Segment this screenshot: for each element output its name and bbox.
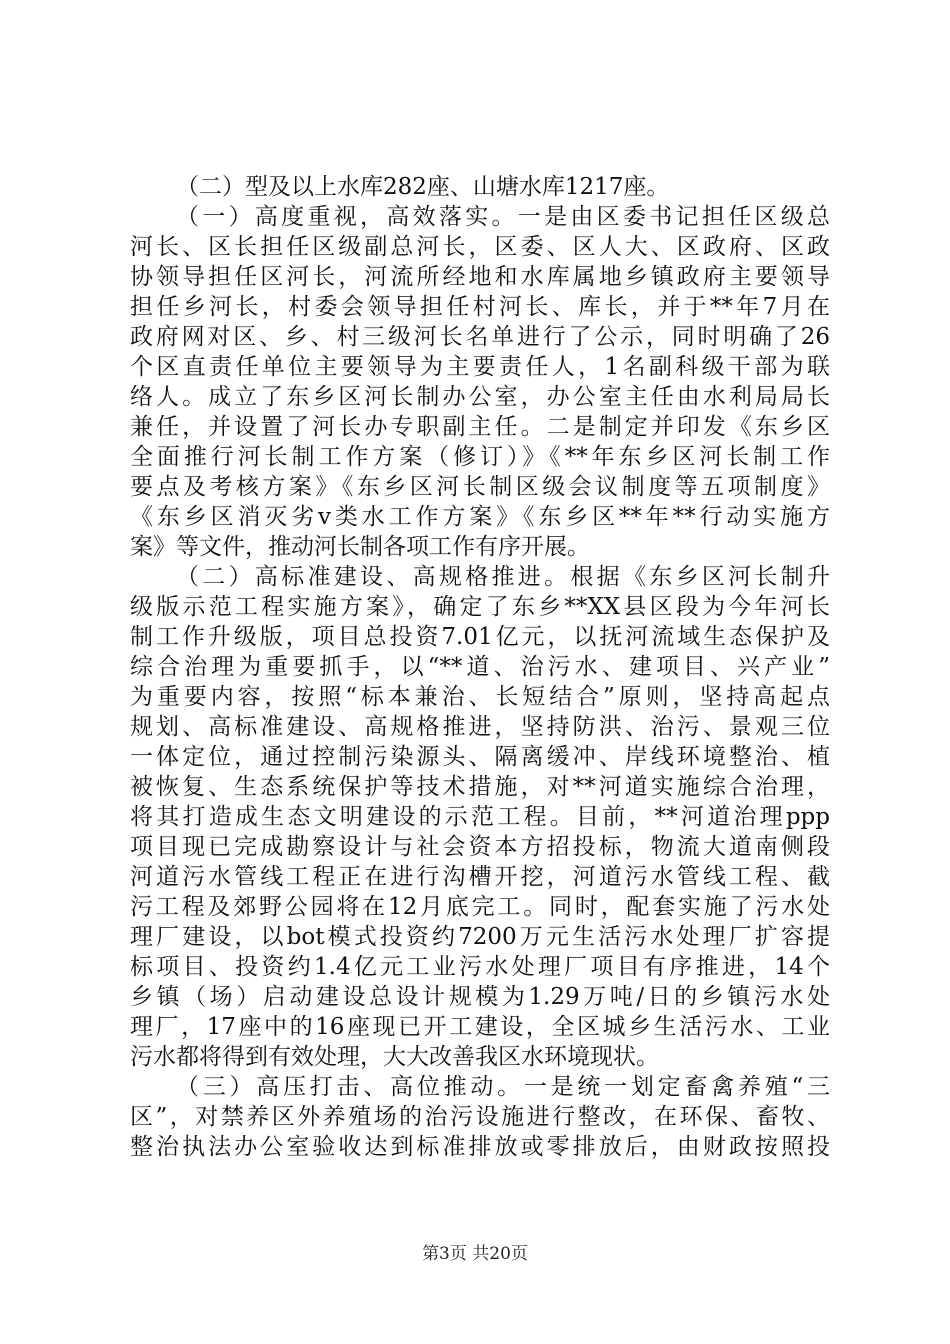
paragraph-line: 兼任，并设置了河长办专职副主任。二是制定并印发《东乡区 — [130, 414, 830, 440]
paragraph-line: 协领导担任区河长，河流所经地和水库属地乡镇政府主要领导 — [130, 264, 830, 290]
paragraph-line: 被恢复、生态系统保护等技术措施，对**河道实施综合治理， — [130, 774, 830, 800]
paragraph-line: （一）高度重视，高效落实。一是由区委书记担任区级总 — [176, 204, 830, 230]
paragraph-line: 乡镇（场）启动建设总设计规模为1.29万吨/日的乡镇污水处 — [130, 984, 830, 1010]
paragraph-line: 整治执法办公室验收达到标准排放或零排放后，由财政按照投 — [130, 1134, 830, 1160]
paragraph-line: 理厂，17座中的16座现已开工建设，全区城乡生活污水、工业 — [130, 1014, 830, 1040]
paragraph-line: （二）型及以上水库282座、山塘水库1217座。 — [176, 174, 670, 200]
paragraph-line: 要点及考核方案》《东乡区河长制区级会议制度等五项制度》 — [130, 474, 830, 500]
paragraph-line: 河道污水管线工程正在进行沟槽开挖，河道污水管线工程、截 — [130, 864, 830, 890]
paragraph-line: 区”，对禁养区外养殖场的治污设施进行整改，在环保、畜牧、 — [130, 1104, 830, 1130]
paragraph-line: 级版示范工程实施方案》，确定了东乡**XX县区段为今年河长 — [130, 594, 830, 620]
paragraph-line: 标项目、投资约1.4亿元工业污水处理厂项目有序推进，14个 — [130, 954, 830, 980]
paragraph-line: 为重要内容，按照“标本兼治、长短结合”原则，坚持高起点 — [130, 684, 830, 710]
paragraph-line: 项目现已完成勘察设计与社会资本方招投标，物流大道南侧段 — [130, 834, 830, 860]
paragraph-line: （二）高标准建设、高规格推进。根据《东乡区河长制升 — [176, 564, 830, 590]
paragraph-line: 制工作升级版，项目总投资7.01亿元，以抚河流域生态保护及 — [130, 624, 830, 650]
body-text — [130, 172, 830, 1162]
paragraph-line: 综合治理为重要抓手，以“**道、治污水、建项目、兴产业” — [130, 654, 830, 680]
paragraph-line: 担任乡河长，村委会领导担任村河长、库长，并于**年7月在 — [130, 294, 830, 320]
page-footer: 第3页 共20页 — [422, 1244, 528, 1264]
paragraph-line: 一体定位，通过控制污染源头、隔离缓冲、岸线环境整治、植 — [130, 744, 830, 770]
paragraph-line: 《东乡区消灭劣v类水工作方案》《东乡区**年**行动实施方 — [130, 504, 830, 530]
paragraph-line: 个区直责任单位主要领导为主要责任人，1名副科级干部为联 — [130, 354, 830, 380]
paragraph-line: 全面推行河长制工作方案（修订）》《**年东乡区河长制工作 — [130, 444, 830, 470]
paragraph-line: 将其打造成生态文明建设的示范工程。目前，**河道治理ppp — [130, 804, 830, 830]
paragraph-line: 络人。成立了东乡区河长制办公室，办公室主任由水利局局长 — [130, 384, 830, 410]
paragraph-line: 案》等文件，推动河长制各项工作有序开展。 — [130, 534, 590, 560]
paragraph-line: 河长、区长担任区级副总河长，区委、区人大、区政府、区政 — [130, 234, 830, 260]
paragraph-line: 污工程及郊野公园将在12月底完工。同时，配套实施了污水处 — [130, 894, 830, 920]
paragraph-line: 政府网对区、乡、村三级河长名单进行了公示，同时明确了26 — [130, 324, 830, 350]
paragraph-line: 理厂建设，以bot模式投资约7200万元生活污水处理厂扩容提 — [130, 924, 830, 950]
paragraph-line: （三）高压打击、高位推动。一是统一划定畜禽养殖“三 — [176, 1074, 830, 1100]
paragraph-line: 规划、高标准建设、高规格推进，坚持防洪、治污、景观三位 — [130, 714, 830, 740]
paragraph-line: 污水都将得到有效处理，大大改善我区水环境现状。 — [130, 1044, 659, 1070]
